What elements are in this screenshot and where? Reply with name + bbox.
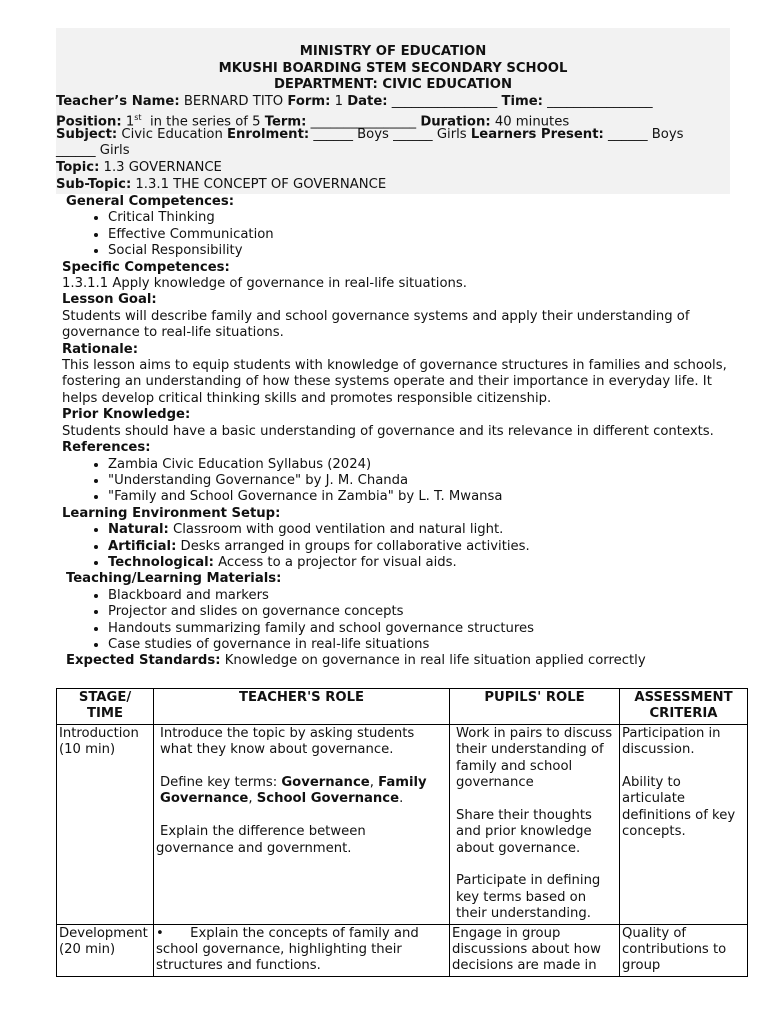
environment-label: Artificial: [108,538,177,554]
references-list [62,457,732,506]
list-item [108,522,732,538]
position-label: Position: [56,114,122,130]
subtopic-label: Sub-Topic: [56,177,132,192]
teacher-step: Explain the difference between governance and government. [156,824,366,856]
header-assessment: ASSESSMENT CRITERIA [620,689,748,725]
list-item: • Critical Thinking [108,210,732,226]
present-girls: ______ Girls [56,143,130,158]
prior-knowledge-heading: Prior Knowledge: [62,407,191,423]
assessment-item: Ability to articulate definitions of key concepts. [622,775,736,840]
separator: . [399,791,404,807]
rationale-heading: Rationale: [62,341,138,357]
list-item: • Zambia Civic Education Syllabus (2024) [108,457,732,473]
environment-label: Natural: [108,522,169,538]
pupil-step: Work in pairs to discuss their understanding of family and school governance [456,725,613,791]
position-value: 1 [121,114,135,130]
expected-standards-heading: Expected Standards: [66,653,221,669]
list-item [108,539,732,555]
separator: , [369,775,379,791]
lesson-body [62,194,732,670]
expected-standards [62,653,732,669]
environment-text: Classroom with good ventilation and natural light. [168,522,504,538]
expected-standards-text: Knowledge on governance in real life situation applied correctly [220,653,646,669]
header-stage: STAGE/ TIME [57,689,154,725]
pupil-step: Share their thoughts and prior knowledge about governance. [456,807,592,856]
term-label: Term: [264,114,307,130]
environment-text: Desks arranged in groups for collaborative activities. [176,538,530,554]
present-value: ______ Boys [603,127,684,142]
enrolment-value: ______ Boys ______ Girls [309,127,471,142]
enrolment-label: Enrolment: [227,127,310,142]
key-term: School Governance [256,791,400,807]
list-item: • Social Responsibility [108,243,732,259]
lesson-header [56,28,730,194]
time-value: ________________ [542,94,653,109]
stage-cell: Introduction (10 min) [57,724,154,924]
subject-label: Subject: [56,127,118,142]
header-teacher-role: TEACHER'S ROLE [154,689,450,725]
duration-value: 40 minutes [490,114,570,130]
assessment-cell: Quality of contributions to group [620,924,748,976]
separator: , [248,791,257,807]
date-value: ________________ [387,94,502,109]
department-title: DEPARTMENT: CIVIC EDUCATION [273,77,513,92]
teacher-step [156,775,447,808]
teacher-role-cell: • Explain the concepts of family and school governance, highlighting their structures and functions. [154,924,450,976]
teacher-step: Introduce the topic by asking students what they know about governance. [160,725,415,758]
list-item [108,555,732,571]
teacher-line [56,94,653,110]
general-competences-list [62,210,732,259]
lesson-plan-table [56,688,748,977]
topic-value: 1.3 GOVERNANCE [99,160,222,175]
subject-value: Civic Education [117,127,228,142]
present-label: Learners Present: [470,127,604,142]
duration-label: Duration: [420,114,491,130]
lesson-goal-text: Students will describe family and school governance systems and apply their understanding of governance to real-life situations. [62,308,690,341]
list-item: • Effective Communication [108,227,732,243]
list-item: • Handouts summarizing family and school governance structures [108,621,732,637]
pupils-role-cell: Engage in group discussions about how decisions are made in [450,924,620,976]
materials-heading: Teaching/Learning Materials: [66,571,282,587]
teacher-step-text: Define key terms: [160,775,282,791]
table-header-row [57,689,748,725]
assessment-cell [620,724,748,924]
lesson-goal-heading: Lesson Goal: [62,292,157,308]
pupil-step: Participate in defining key terms based on their understanding. [456,873,601,922]
list-item: • Blackboard and markers [108,588,732,604]
time-label: Time: [501,94,543,109]
form-label: Form: [287,94,331,109]
subject-line [56,127,684,143]
list-item: • "Family and School Governance in Zambia" by L. T. Mwansa [108,489,732,505]
specific-competences-text: 1.3.1.1 Apply knowledge of governance in real-life situations. [62,276,467,292]
form-value: 1 [330,94,348,109]
table-row [57,924,748,976]
environment-list [62,522,732,571]
list-item: • Projector and slides on governance concepts [108,604,732,620]
term-value: ________________ [306,114,421,130]
prior-knowledge-text: Students should have a basic understanding of governance and its relevance in different contexts. [62,423,714,439]
list-item: • Case studies of governance in real-life situations [108,637,732,653]
teacher-value: BERNARD TITO [179,94,288,109]
date-label: Date: [347,94,388,109]
subtopic-line [56,177,386,193]
general-competences-heading: General Competences: [66,194,234,209]
environment-label: Technological: [108,554,214,570]
key-term: Family Governance [160,775,427,807]
school-title: MKUSHI BOARDING STEM SECONDARY SCHOOL [218,61,568,76]
specific-competences-heading: Specific Competences: [62,259,230,275]
topic-label: Topic: [56,160,100,175]
rationale-text: This lesson aims to equip students with knowledge of governance structures in families and schools, fostering an understanding of how these systems operate and their importance in everyday life. It helps develop critical thinking skills and promotes responsible citizenship. [62,358,727,406]
stage-cell: Development (20 min) [57,924,154,976]
teacher-label: Teacher’s Name: [56,94,180,109]
key-term: Governance [281,775,370,791]
table-row [57,724,748,924]
subtopic-value: 1.3.1 THE CONCEPT OF GOVERNANCE [131,177,387,192]
environment-text: Access to a projector for visual aids. [213,554,457,570]
pupils-role-cell [450,724,620,924]
header-pupils-role: PUPILS' ROLE [450,689,620,725]
assessment-item: Participation in discussion. [622,725,721,758]
position-rest: in the series of 5 [141,114,265,130]
topic-line [56,160,222,176]
teacher-role-cell [154,724,450,924]
ministry-title: MINISTRY OF EDUCATION [299,44,487,59]
materials-list [62,588,732,654]
environment-heading: Learning Environment Setup: [62,505,281,521]
position-sup: st [134,113,142,122]
list-item: • "Understanding Governance" by J. M. Chanda [108,473,732,489]
references-heading: References: [62,440,151,456]
